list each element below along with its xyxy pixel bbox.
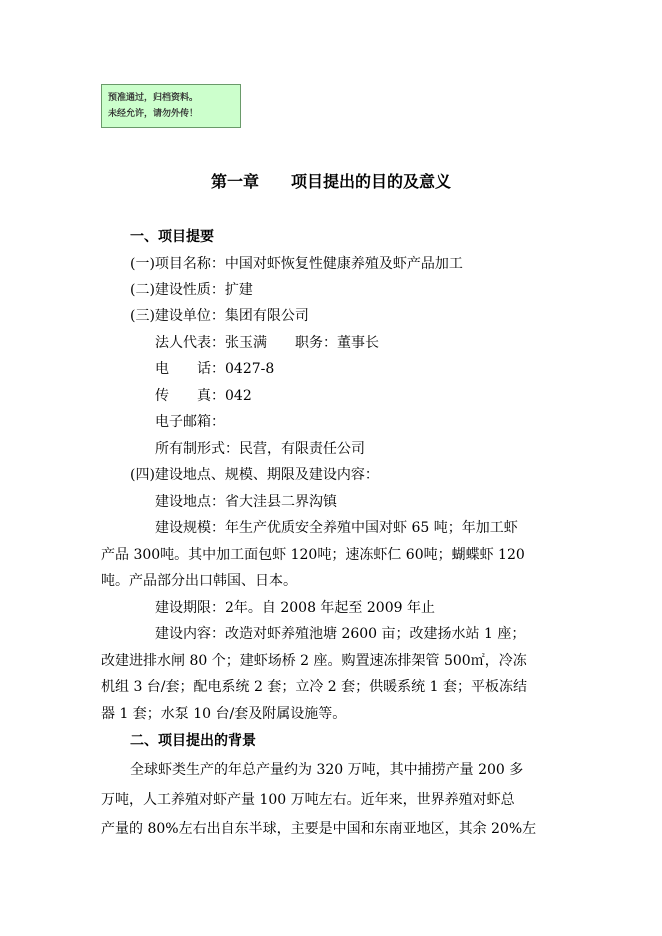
construction-nature: (二)建设性质：扩建 [130, 282, 253, 298]
legal-representative: 法人代表：张玉满 职务：董事长 [155, 335, 379, 351]
background-paragraph-line: 产量的 80%左右出自东半球，主要是中国和东南亚地区，其余 20%左 [101, 821, 537, 837]
email: 电子邮箱： [155, 414, 225, 430]
section-2-heading: 二、项目提出的背景 [130, 733, 256, 749]
chapter-title: 第一章 项目提出的目的及意义 [210, 172, 451, 191]
background-paragraph-line: 全球虾类生产的年总产量约为 320 万吨，其中捕捞产量 200 多 [130, 762, 524, 778]
construction-content-line: 改建进排水闸 80 个；建虾场桥 2 座。购置速冻排架管 500㎡，冷冻 [101, 653, 527, 669]
construction-period: 建设期限：2年。自 2008 年起至 2009 年止 [155, 600, 435, 616]
approval-stamp-note [101, 84, 241, 128]
location-scale-heading: (四)建设地点、规模、期限及建设内容： [130, 467, 379, 483]
ownership-form: 所有制形式：民营，有限责任公司 [155, 441, 365, 457]
construction-content-line: 建设内容：改造对虾养殖池塘 2600 亩；改建扬水站 1 座； [155, 626, 526, 642]
background-paragraph-line: 万吨，人工养殖对虾产量 100 万吨左右。近年来，世界养殖对虾总 [101, 792, 515, 808]
construction-scale-line: 建设规模：年生产优质安全养殖中国对虾 65 吨；年加工虾 [155, 520, 518, 536]
construction-location: 建设地点：省大洼县二界沟镇 [155, 494, 337, 510]
construction-scale-line: 产品 300吨。其中加工面包虾 120吨；速冻虾仁 60吨；蝴蝶虾 120 [101, 547, 525, 563]
construction-scale-line: 吨。产品部分出口韩国、日本。 [101, 573, 297, 589]
construction-unit: (三)建设单位：集团有限公司 [130, 308, 309, 324]
fax: 传 真：042 [155, 388, 252, 404]
section-1-heading: 一、项目提要 [130, 229, 214, 245]
stamp-line-1: 预准通过，归档资料。 [108, 93, 199, 103]
construction-content-line: 器 1 套；水泵 10 台/套及附属设施等。 [101, 706, 347, 722]
project-name: (一)项目名称：中国对虾恢复性健康养殖及虾产品加工 [130, 256, 463, 272]
phone: 电 话：0427-8 [155, 361, 275, 377]
stamp-line-2: 未经允许，请勿外传！ [108, 109, 199, 119]
construction-content-line: 机组 3 台/套；配电系统 2 套；立冷 2 套；供暖系统 1 套；平板冻结 [101, 679, 527, 695]
